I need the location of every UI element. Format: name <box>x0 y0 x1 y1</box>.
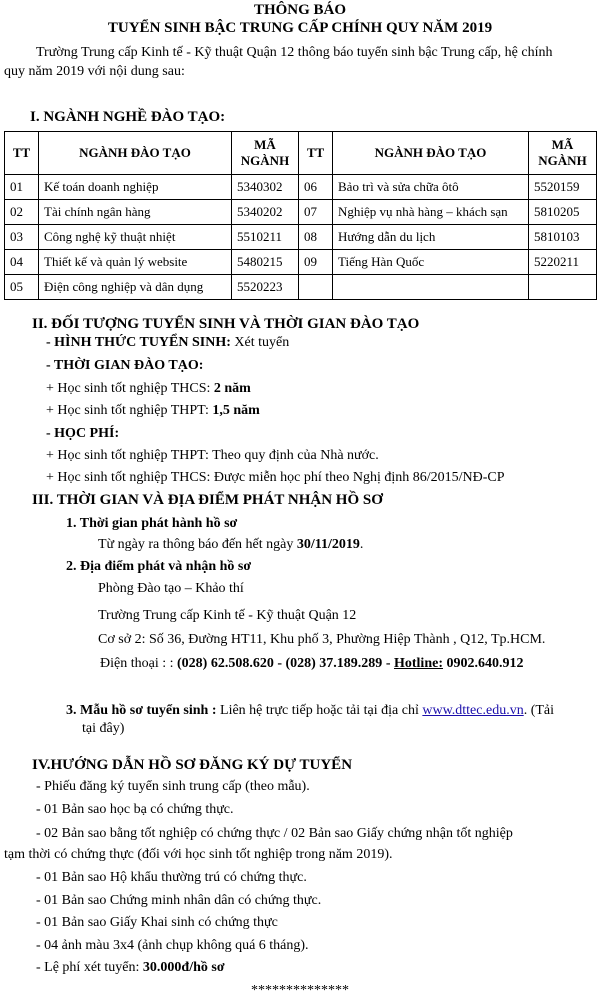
list-item: - 01 Bản sao Chứng minh nhân dân có chứng thực. <box>36 893 322 908</box>
cell-program-name: Tài chính ngân hàng <box>39 200 232 225</box>
phone-numbers: (028) 62.508.620 - (028) 37.189.289 <box>177 656 383 671</box>
cell-program-code: 5340202 <box>232 200 299 225</box>
programs-table <box>4 131 597 300</box>
col-program-code: MÃ NGÀNH <box>232 132 299 175</box>
phone-label: Điện thoại : : <box>100 656 177 671</box>
cell-tt: 02 <box>5 200 39 225</box>
table-row <box>5 275 597 300</box>
cell-program-code <box>529 275 597 300</box>
training-time-thpt: + Học sinh tốt nghiệp THPT: 1,5 năm <box>46 403 260 418</box>
school-name: Trường Trung cấp Kinh tế - Kỹ thuật Quận 12 <box>98 608 357 623</box>
school-address: Cơ sở 2: Số 36, Đường HT11, Khu phố 3, Phường Hiệp Thành , Q12, Tp.HCM. <box>98 632 546 647</box>
notice-subtitle: TUYỂN SINH BẬC TRUNG CẤP CHÍNH QUY NĂM 2019 <box>107 20 493 36</box>
intro-line-2: quy năm 2019 với nội dung sau: <box>4 64 185 79</box>
admission-form-value: Xét tuyển <box>230 335 290 350</box>
intro-line-1: Trường Trung cấp Kinh tế - Kỹ thuật Quận 12 thông báo tuyển sinh bậc Trung cấp, hệ chính <box>36 45 553 60</box>
col-tt: TT <box>299 132 333 175</box>
cell-program-name: Điện công nghiệp và dân dụng <box>39 275 232 300</box>
table-row <box>5 250 597 275</box>
notice-title: THÔNG BÁO <box>253 2 347 18</box>
section-3-heading: III. THỜI GIAN VÀ ĐỊA ĐIỂM PHÁT NHẬN HỒ SƠ <box>32 492 383 508</box>
application-form-info: 3. Mẫu hồ sơ tuyển sinh : Liên hệ trực tiếp hoặc tải tại địa chỉ www.dttec.edu.vn. (Tải <box>66 703 555 718</box>
issue-time-label: 1. Thời gian phát hành hồ sơ <box>66 516 238 531</box>
cell-program-name: Công nghệ kỹ thuật nhiệt <box>39 225 232 250</box>
cell-tt: 05 <box>5 275 39 300</box>
issue-time-text: Từ ngày ra thông báo đến hết ngày 30/11/2019. <box>98 537 364 552</box>
list-item-continuation: tạm thời có chứng thực (đối với học sinh tốt nghiệp trong năm 2019). <box>4 847 393 862</box>
cell-program-name <box>333 275 529 300</box>
hotline-number: 0902.640.912 <box>442 656 524 671</box>
application-fee: - Lệ phí xét tuyển: 30.000đ/hồ sơ <box>36 960 225 975</box>
training-time-thcs: + Học sinh tốt nghiệp THCS: 2 năm <box>46 381 251 396</box>
application-form-label: 3. Mẫu hồ sơ tuyển sinh : <box>66 703 217 718</box>
cell-program-code: 5340302 <box>232 175 299 200</box>
cell-program-code: 5520159 <box>529 175 597 200</box>
list-item: - 02 Bản sao bằng tốt nghiệp có chứng thực / 02 Bản sao Giấy chứng nhận tốt nghiệp <box>36 826 513 841</box>
application-form-info-line-2: tại đây) <box>82 721 125 736</box>
table-header-row <box>5 132 597 175</box>
cell-tt: 08 <box>299 225 333 250</box>
hotline-label: Hotline: <box>393 656 443 671</box>
cell-program-code: 5810205 <box>529 200 597 225</box>
list-item: - 01 Bản sao học bạ có chứng thực. <box>36 802 234 817</box>
cell-program-name: Bảo trì và sửa chữa ôtô <box>333 175 529 200</box>
cell-tt: 04 <box>5 250 39 275</box>
cell-program-name: Thiết kế và quản lý website <box>39 250 232 275</box>
table-row <box>5 200 597 225</box>
location-label: 2. Địa điểm phát và nhận hồ sơ <box>66 559 252 574</box>
list-item: - Phiếu đăng ký tuyển sinh trung cấp (theo mẫu). <box>36 779 310 794</box>
table-row <box>5 175 597 200</box>
cell-tt: 01 <box>5 175 39 200</box>
table-row <box>5 225 597 250</box>
tuition-label: - HỌC PHÍ: <box>46 426 120 441</box>
footer-stars: ************** <box>251 983 349 998</box>
cell-program-code: 5520223 <box>232 275 299 300</box>
list-item: - 04 ảnh màu 3x4 (ảnh chụp không quá 6 tháng). <box>36 938 309 953</box>
col-program-name: NGÀNH ĐÀO TẠO <box>333 132 529 175</box>
cell-tt: 03 <box>5 225 39 250</box>
section-4-heading: IV.HƯỚNG DẪN HỒ SƠ ĐĂNG KÝ DỰ TUYỂN <box>32 757 353 773</box>
admission-form <box>46 335 289 351</box>
cell-program-code: 5480215 <box>232 250 299 275</box>
col-program-code: MÃ NGÀNH <box>529 132 597 175</box>
cell-tt: 06 <box>299 175 333 200</box>
training-time-label: - THỜI GIAN ĐÀO TẠO: <box>46 358 204 373</box>
website-link[interactable]: www.dttec.edu.vn <box>422 703 524 718</box>
cell-program-code: 5810103 <box>529 225 597 250</box>
admission-form-label: - HÌNH THỨC TUYỂN SINH: <box>46 335 231 350</box>
cell-program-name: Nghiệp vụ nhà hàng – khách sạn <box>333 200 529 225</box>
section-2-heading: II. ĐỐI TƯỢNG TUYỂN SINH VÀ THỜI GIAN ĐÀO TẠO <box>32 316 420 332</box>
cell-tt <box>299 275 333 300</box>
cell-tt: 09 <box>299 250 333 275</box>
tuition-thpt: + Học sinh tốt nghiệp THPT: Theo quy định của Nhà nước. <box>46 448 379 463</box>
cell-tt: 07 <box>299 200 333 225</box>
cell-program-name: Hướng dẫn du lịch <box>333 225 529 250</box>
cell-program-code: 5220211 <box>529 250 597 275</box>
col-tt: TT <box>5 132 39 175</box>
list-item: - 01 Bản sao Hộ khẩu thường trú có chứng thực. <box>36 870 307 885</box>
contact-phone: Điện thoại : : (028) 62.508.620 - (028) 37.189.289 - Hotline: 0902.640.912 <box>100 656 524 671</box>
cell-program-code: 5510211 <box>232 225 299 250</box>
col-program-name: NGÀNH ĐÀO TẠO <box>39 132 232 175</box>
cell-program-name: Tiếng Hàn Quốc <box>333 250 529 275</box>
office-name: Phòng Đào tạo – Khảo thí <box>98 581 244 596</box>
tuition-thcs: + Học sinh tốt nghiệp THCS: Được miễn học phí theo Nghị định 86/2015/NĐ-CP <box>46 470 505 485</box>
list-item: - 01 Bản sao Giấy Khai sinh có chứng thực <box>36 915 278 930</box>
section-1-heading: I. NGÀNH NGHỀ ĐÀO TẠO: <box>30 109 226 125</box>
cell-program-name: Kế toán doanh nghiệp <box>39 175 232 200</box>
